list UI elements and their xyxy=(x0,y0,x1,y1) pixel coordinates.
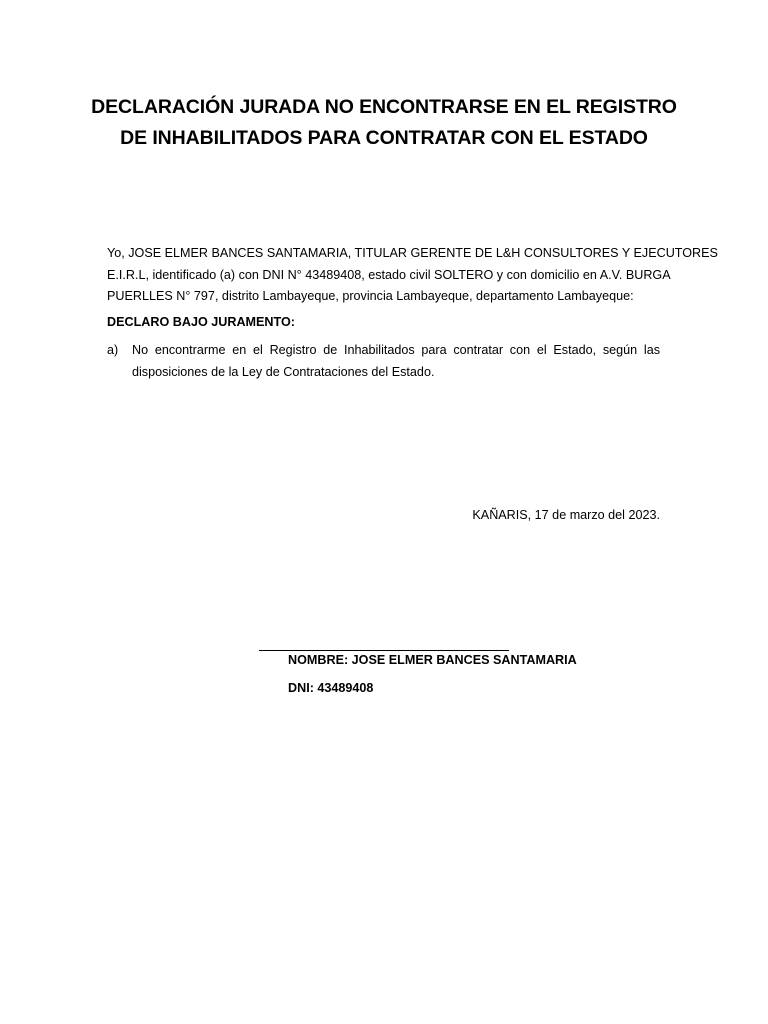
signature-dni: DNI: 43489408 xyxy=(288,681,374,695)
signature-name: NOMBRE: JOSE ELMER BANCES SANTAMARIA xyxy=(288,653,577,667)
intro-line-2: E.I.R.L, identificado (a) con DNI N° 43489408, estado civil SOLTERO y con domicilio en A.V. BURGA xyxy=(107,267,671,282)
list-item-text xyxy=(132,340,660,383)
place-date: KAÑARIS, 17 de marzo del 2023. xyxy=(472,508,660,522)
list-item-line-2: disposiciones de la Ley de Contrataciones del Estado. xyxy=(132,364,435,379)
intro-line-1: Yo, JOSE ELMER BANCES SANTAMARIA, TITULAR GERENTE DE L&H CONSULTORES Y EJECUTORES xyxy=(107,246,718,260)
title-line-2: DE INHABILITADOS PARA CONTRATAR CON EL ESTADO xyxy=(120,127,648,149)
intro-line-3: PUERLLES N° 797, distrito Lambayeque, provincia Lambayeque, departamento Lambayeque: xyxy=(107,289,634,303)
list-marker: a) xyxy=(107,343,119,357)
list-item-line-1: No encontrarme en el Registro de Inhabilitados para contratar con el Estado, según las xyxy=(132,343,660,357)
document-title xyxy=(60,92,708,154)
title-line-1: DECLARACIÓN JURADA NO ENCONTRARSE EN EL REGISTRO xyxy=(91,96,677,118)
declaration-heading: DECLARO BAJO JURAMENTO: xyxy=(107,315,295,329)
intro-paragraph xyxy=(107,243,718,308)
